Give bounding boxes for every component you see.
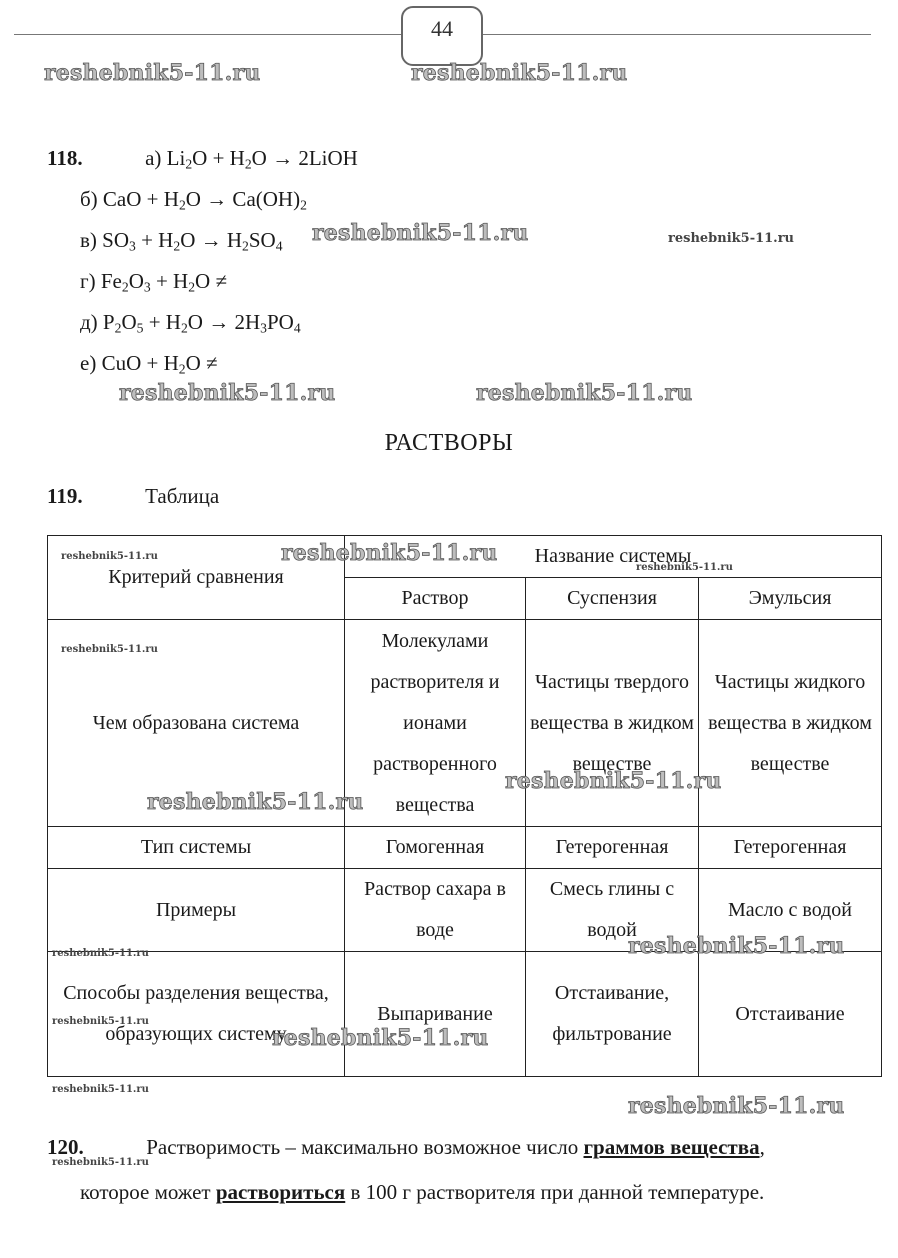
criterion-header: Критерий сравнения xyxy=(48,536,345,620)
table-row xyxy=(48,827,882,869)
watermark: reshebnik5-11.ru xyxy=(147,789,364,815)
watermark: reshebnik5-11.ru xyxy=(628,933,845,959)
section-title: РАСТВОРЫ xyxy=(384,430,514,456)
task-120-line-2: которое может раствориться в 100 г растворителя при данной температуре. xyxy=(80,1180,765,1204)
row-criterion: Способы разделения вещества, образующих систему xyxy=(48,952,345,1077)
watermark: reshebnik5-11.ru xyxy=(119,380,336,406)
watermark: reshebnik5-11.ru xyxy=(272,1025,489,1051)
task-118-line-b: б) CaO + $H_2O \to Ca(OH)_2$ xyxy=(80,187,307,213)
page-number: 44 xyxy=(431,16,453,41)
table-cell: Отстаивание xyxy=(699,952,882,1077)
watermark: reshebnik5-11.ru xyxy=(44,60,261,86)
table-cell: Раствор сахара в воде xyxy=(345,869,526,952)
column-header: Эмульсия xyxy=(699,578,882,620)
watermark: reshebnik5-11.ru xyxy=(312,220,529,246)
watermark: reshebnik5-11.ru xyxy=(281,540,498,566)
task-118-line-e: е) CuO + $H_2O$ ≠ xyxy=(80,351,218,377)
watermark: reshebnik5-11.ru xyxy=(636,562,733,573)
watermark: reshebnik5-11.ru xyxy=(61,644,158,655)
task-120-line-1: 120. Растворимость – максимально возможное число граммов вещества, xyxy=(47,1135,765,1159)
watermark: reshebnik5-11.ru xyxy=(476,380,693,406)
task-118-line-a: 118. а) $Li_2O + H_2O$ → 2LiOH xyxy=(47,146,358,172)
watermark: reshebnik5-11.ru xyxy=(668,231,795,246)
task-118-line-g: г) $Fe_2O_3 + H_2O$ ≠ xyxy=(80,269,227,295)
task-119-label: Таблица xyxy=(145,484,220,508)
watermark: reshebnik5-11.ru xyxy=(52,1084,149,1095)
task-number: 119. xyxy=(47,484,83,508)
table-cell: Масло с водой xyxy=(699,869,882,952)
table-cell: Гетерогенная xyxy=(699,827,882,869)
row-criterion: Примеры xyxy=(48,869,345,952)
table-cell: Смесь глины с водой xyxy=(526,869,699,952)
system-header: Название системы xyxy=(345,536,882,578)
table-cell: Частицы жидкого вещества в жидком веществе xyxy=(699,620,882,827)
table-cell: Гетерогенная xyxy=(526,827,699,869)
term-grams-of-substance: граммов вещества xyxy=(583,1135,760,1159)
header-rule-left xyxy=(14,34,401,35)
column-header: Суспензия xyxy=(526,578,699,620)
term-dissolve: раствориться xyxy=(215,1180,346,1204)
watermark: reshebnik5-11.ru xyxy=(411,60,628,86)
header-rule-right xyxy=(481,34,871,35)
row-criterion: Чем образована система xyxy=(48,620,345,827)
task-118-line-v: в) $SO_3 + H_2O \to H_2SO_4$ xyxy=(80,228,283,254)
watermark: reshebnik5-11.ru xyxy=(52,1157,149,1168)
task-118-line-d: д) $P_2O_5 + H_2O \to 2H_3PO_4$ xyxy=(80,310,301,336)
table-cell: Отстаивание, фильтрование xyxy=(526,952,699,1077)
table-cell: Молекулами растворителя и ионами растворенного вещества xyxy=(345,620,526,827)
watermark: reshebnik5-11.ru xyxy=(505,768,722,794)
watermark: reshebnik5-11.ru xyxy=(52,1016,149,1027)
task-119-line xyxy=(47,484,219,509)
row-criterion: Тип системы xyxy=(48,827,345,869)
watermark: reshebnik5-11.ru xyxy=(52,948,149,959)
column-header: Раствор xyxy=(345,578,526,620)
task-number: 118. xyxy=(47,146,83,170)
table-cell: Гомогенная xyxy=(345,827,526,869)
table-cell: Частицы твердого вещества в жидком веществе xyxy=(526,620,699,827)
task-number: 120. xyxy=(47,1135,84,1159)
watermark: reshebnik5-11.ru xyxy=(628,1093,845,1119)
watermark: reshebnik5-11.ru xyxy=(61,551,158,562)
table-cell: Выпаривание xyxy=(345,952,526,1077)
table-row xyxy=(48,952,882,1077)
